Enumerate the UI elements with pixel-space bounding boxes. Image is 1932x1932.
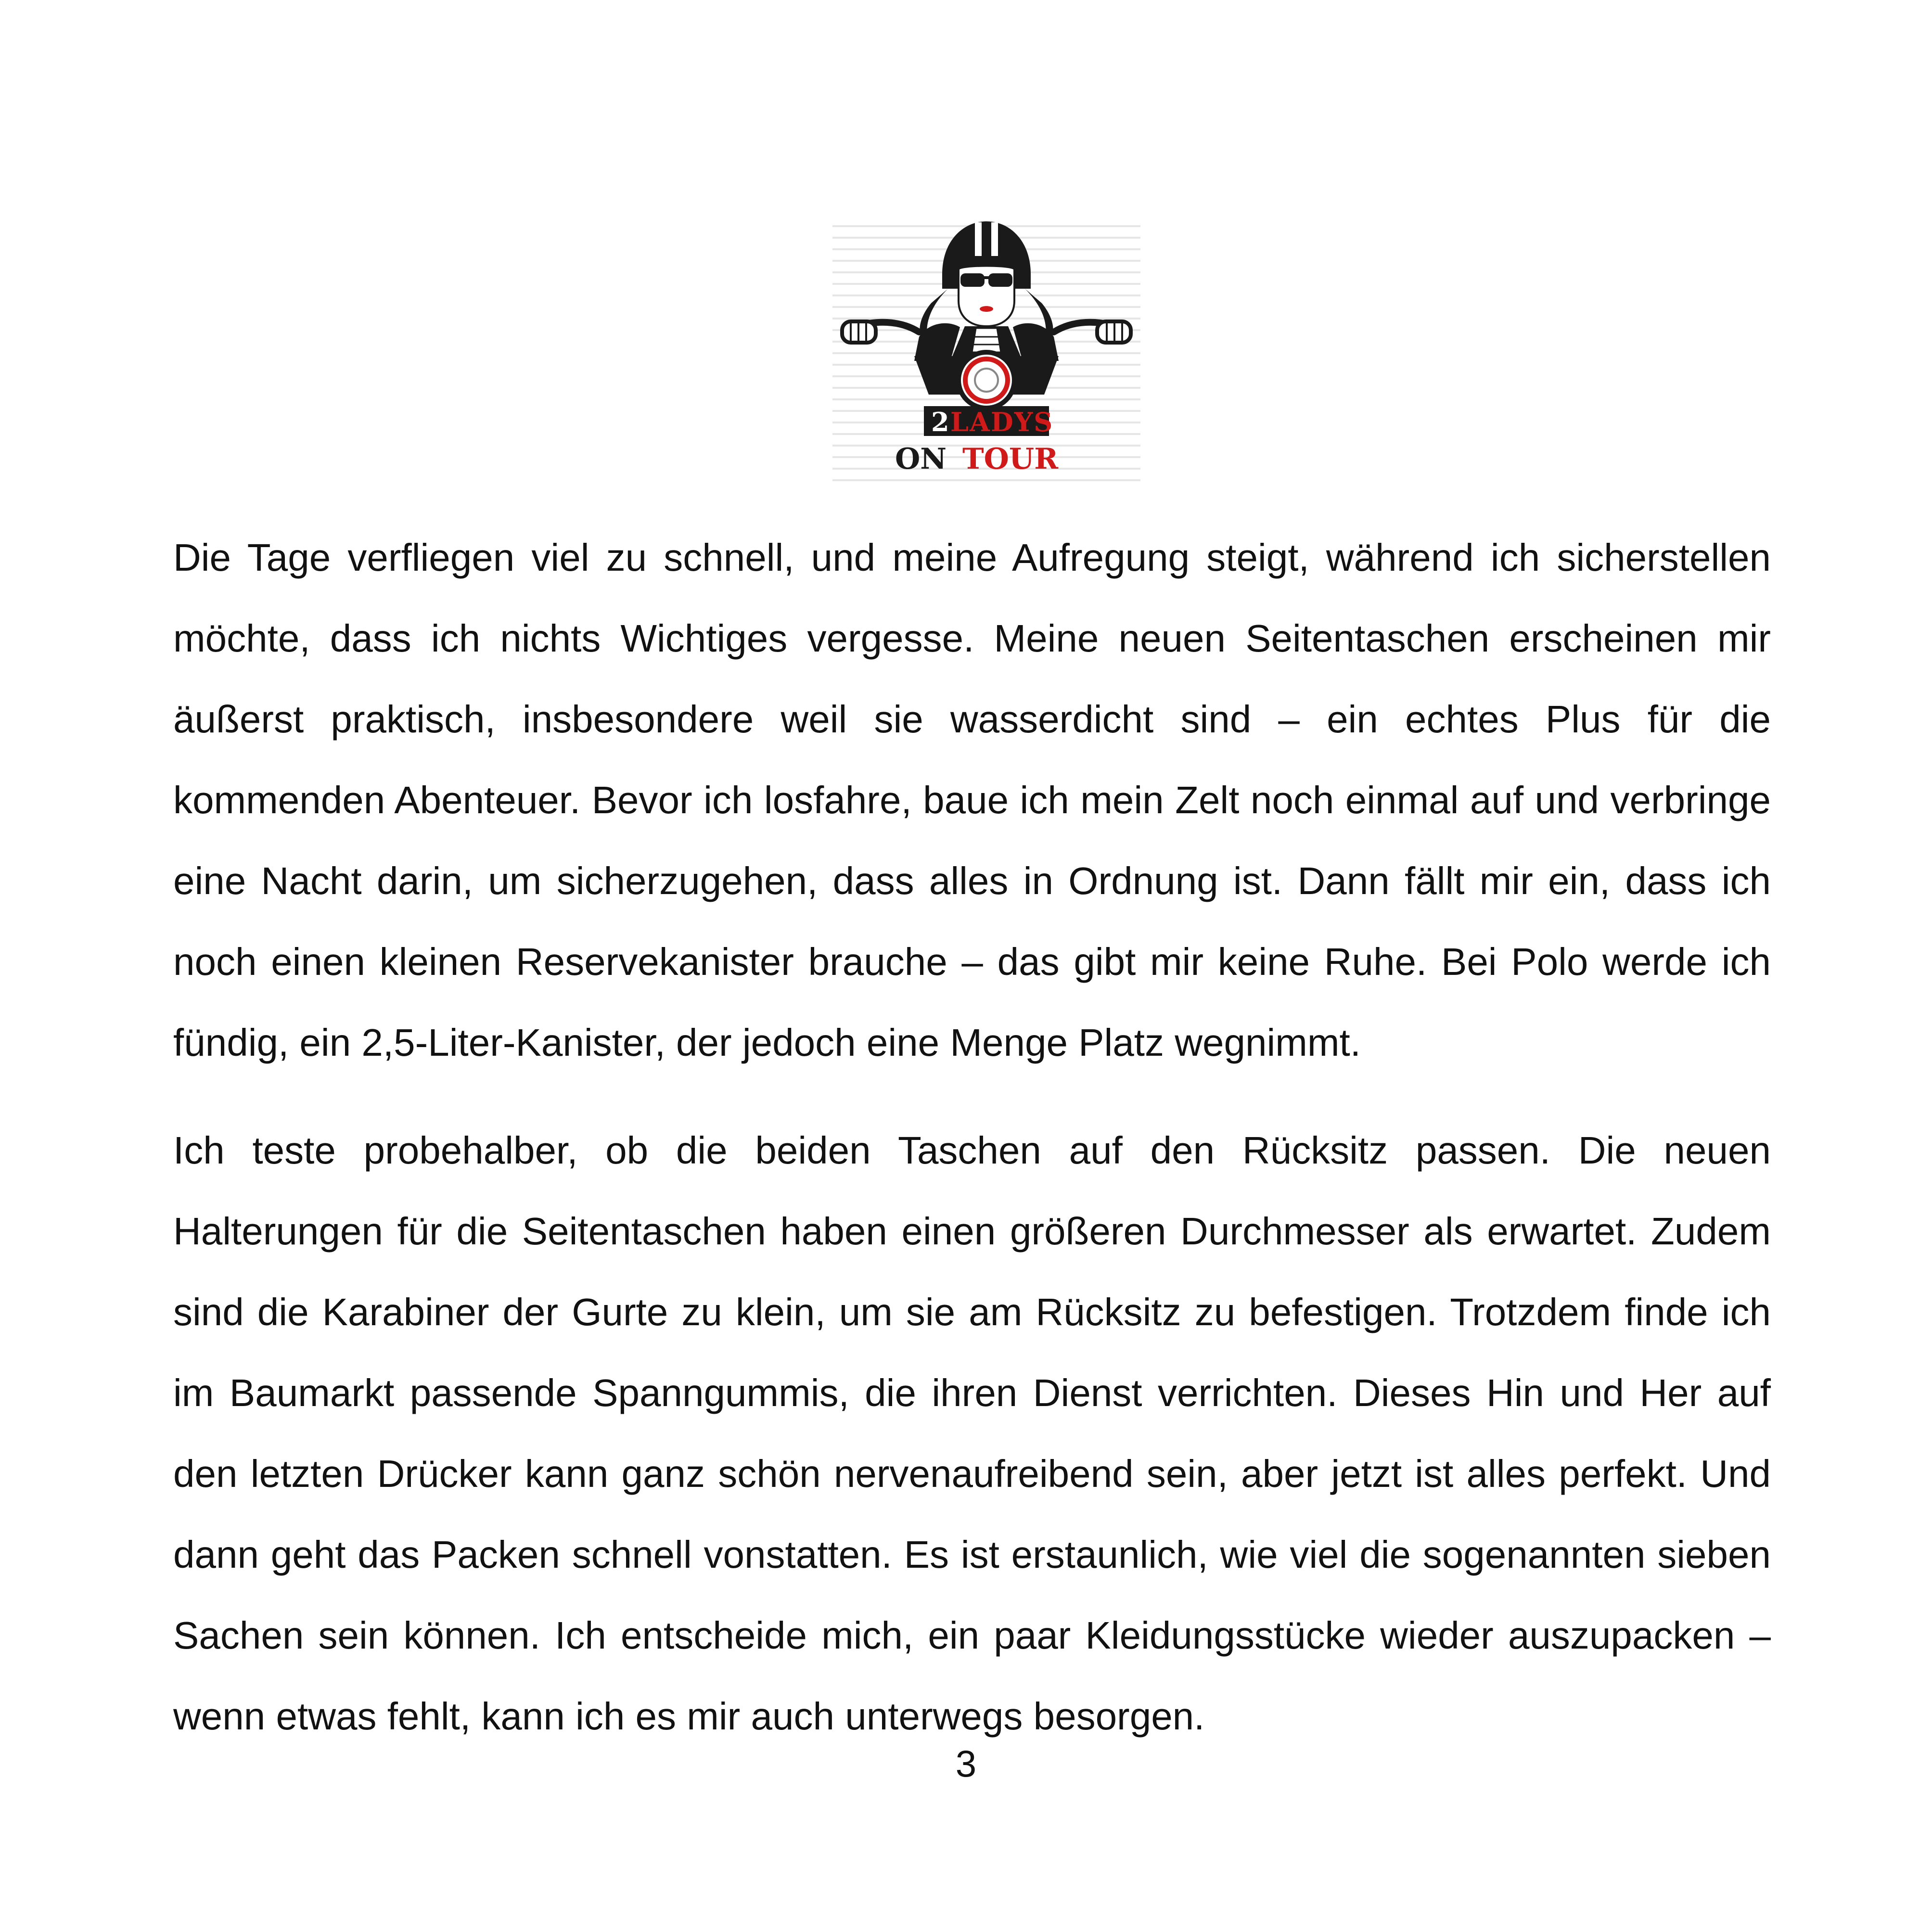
paragraph-1: Die Tage verfliegen viel zu schnell, und meine Aufregung steigt, während ich sicherstellen möchte, dass ich nichts Wichtiges vergesse. Meine neuen Seitentaschen erscheinen mir äußerst praktisch, insbesondere weil sie wasserdicht sind – ein echtes Plus für die kommenden Abenteuer. Bevor ich losfahre, baue ich mein Zelt noch einmal auf und verbringe eine Nacht darin, um sicherzugehen, dass alles in Ordnung ist. Dann fällt mir ein, dass ich noch einen kleinen Reservekanister brauche – das gibt mir keine Ruhe. Bei Polo werde ich fündig, ein 2,5-Liter-Kanister, der jedoch eine Menge Platz wegnimmt. xyxy=(173,536,1771,1064)
logo-word-tour: TOUR xyxy=(962,442,1059,476)
body-text xyxy=(173,517,1771,1784)
logo-word-on: ON xyxy=(895,442,947,476)
logo-word-ladys: LADYS xyxy=(950,407,1054,437)
logo-number: 2 xyxy=(931,407,949,437)
page-number: 3 xyxy=(955,1742,977,1785)
paragraph-2: Ich teste probehalber, ob die beiden Taschen auf den Rücksitz passen. Die neuen Halterungen für die Seitentaschen haben einen größeren Durchmesser als erwartet. Zudem sind die Karabiner der Gurte zu klein, um sie am Rücksitz zu befestigen. Trotzdem finde ich im Baumarkt passende Spanngummis, die ihren Dienst verrichten. Dieses Hin und Her auf den letzten Drücker kann ganz schön nervenaufreibend sein, aber jetzt ist alles perfekt. Und dann geht das Packen schnell vonstatten. Es ist erstaunlich, wie viel die sogenannten sieben Sachen sein können. Ich entscheide mich, ein paar Kleidungsstücke wieder auszupacken – wenn etwas fehlt, kann ich es mir auch unterwegs besorgen. xyxy=(173,1129,1771,1738)
biker-lady-logo-icon xyxy=(832,217,1140,486)
logo xyxy=(832,217,1140,486)
